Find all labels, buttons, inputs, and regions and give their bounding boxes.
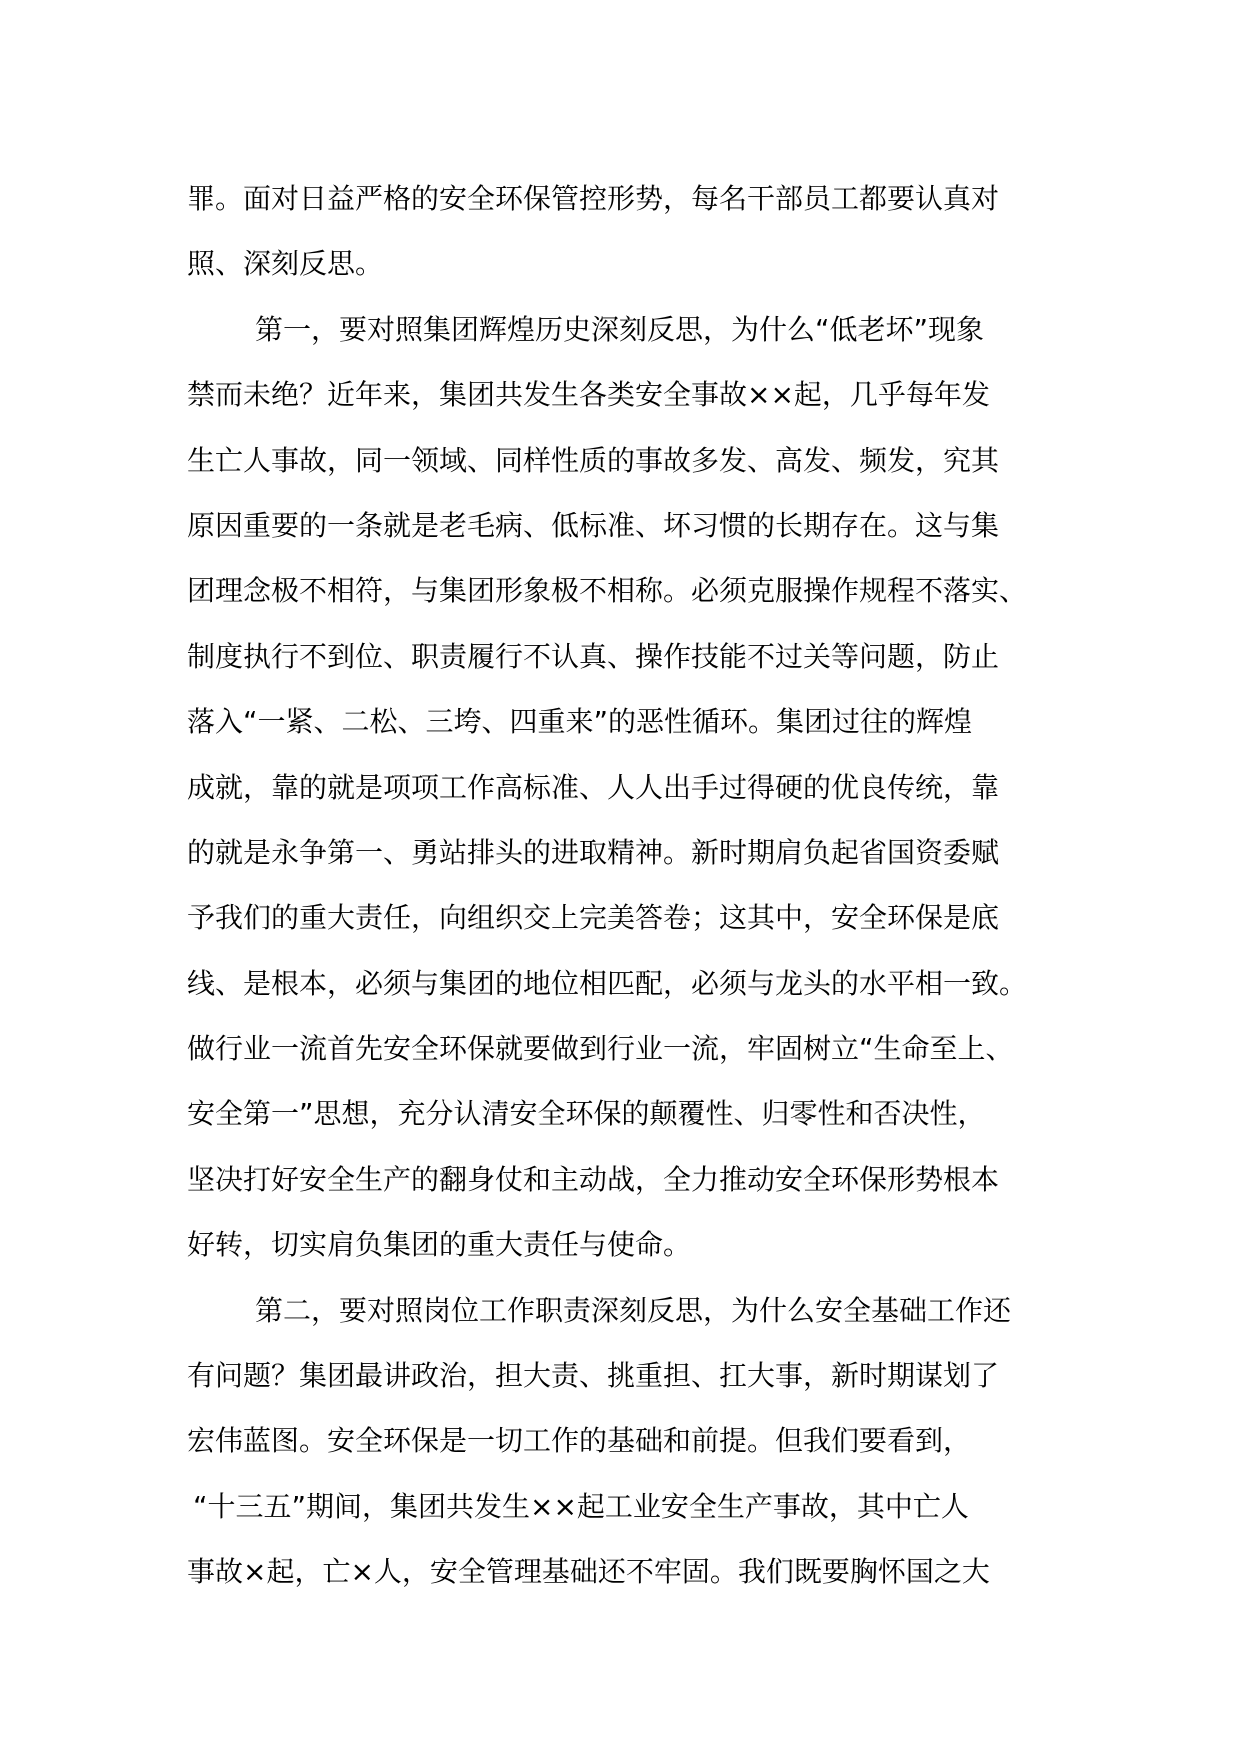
text-line: 线、是根本，必须与集团的地位相匹配，必须与龙头的水平相一致。 [187, 966, 1028, 1000]
paragraph-first-line: 第一，要对照集团辉煌历史深刻反思，为什么“低老坏”现象 [255, 312, 985, 346]
text-line: 事故×起，亡×人，安全管理基础还不牢固。我们既要胸怀国之大 [187, 1555, 990, 1589]
text-line: 团理念极不相符，与集团形象极不相称。必须克服操作规程不落实、 [187, 574, 1028, 608]
text-line: 好转，切实肩负集团的重大责任与使命。 [187, 1228, 692, 1262]
text-line: 罪。面对日益严格的安全环保管控形势，每名干部员工都要认真对 [187, 182, 1000, 215]
text-line: 照、深刻反思。 [187, 247, 384, 281]
text-line: “十三五”期间，集团共发生××起工业安全生产事故，其中亡人 [193, 1489, 969, 1523]
text-line: 成就，靠的就是项项工作高标准、人人出手过得硬的优良传统，靠 [187, 770, 1000, 804]
paragraph-first-line: 第二，要对照岗位工作职责深刻反思，为什么安全基础工作还 [255, 1293, 1012, 1327]
text-line: 有问题？集团最讲政治，担大责、挑重担、扛大事，新时期谋划了 [187, 1359, 1000, 1393]
text-line: 生亡人事故，同一领域、同样性质的事故多发、高发、频发，究其 [187, 443, 1000, 477]
text-line: 予我们的重大责任，向组织交上完美答卷；这其中，安全环保是底 [187, 901, 1000, 935]
text-line: 宏伟蓝图。安全环保是一切工作的基础和前提。但我们要看到， [187, 1424, 972, 1458]
body-text [187, 166, 1067, 1605]
text-line: 坚决打好安全生产的翻身仗和主动战，全力推动安全环保形势根本 [187, 1162, 1000, 1196]
text-line: 的就是永争第一、勇站排头的进取精神。新时期肩负起省国资委赋 [187, 835, 1000, 869]
text-line: 做行业一流首先安全环保就要做到行业一流，牢固树立“生命至上、 [187, 1032, 1014, 1066]
text-line: 制度执行不到位、职责履行不认真、操作技能不过关等问题，防止 [187, 639, 1000, 673]
text-line: 落入“一紧、二松、三垮、四重来”的恶性循环。集团过往的辉煌 [187, 705, 973, 739]
text-line: 原因重要的一条就是老毛病、低标准、坏习惯的长期存在。这与集 [187, 508, 1000, 542]
text-line: 禁而未绝？近年来，集团共发生各类安全事故××起，几乎每年发 [187, 378, 990, 412]
text-line: 安全第一”思想，充分认清安全环保的颠覆性、归零性和否决性， [187, 1097, 986, 1131]
